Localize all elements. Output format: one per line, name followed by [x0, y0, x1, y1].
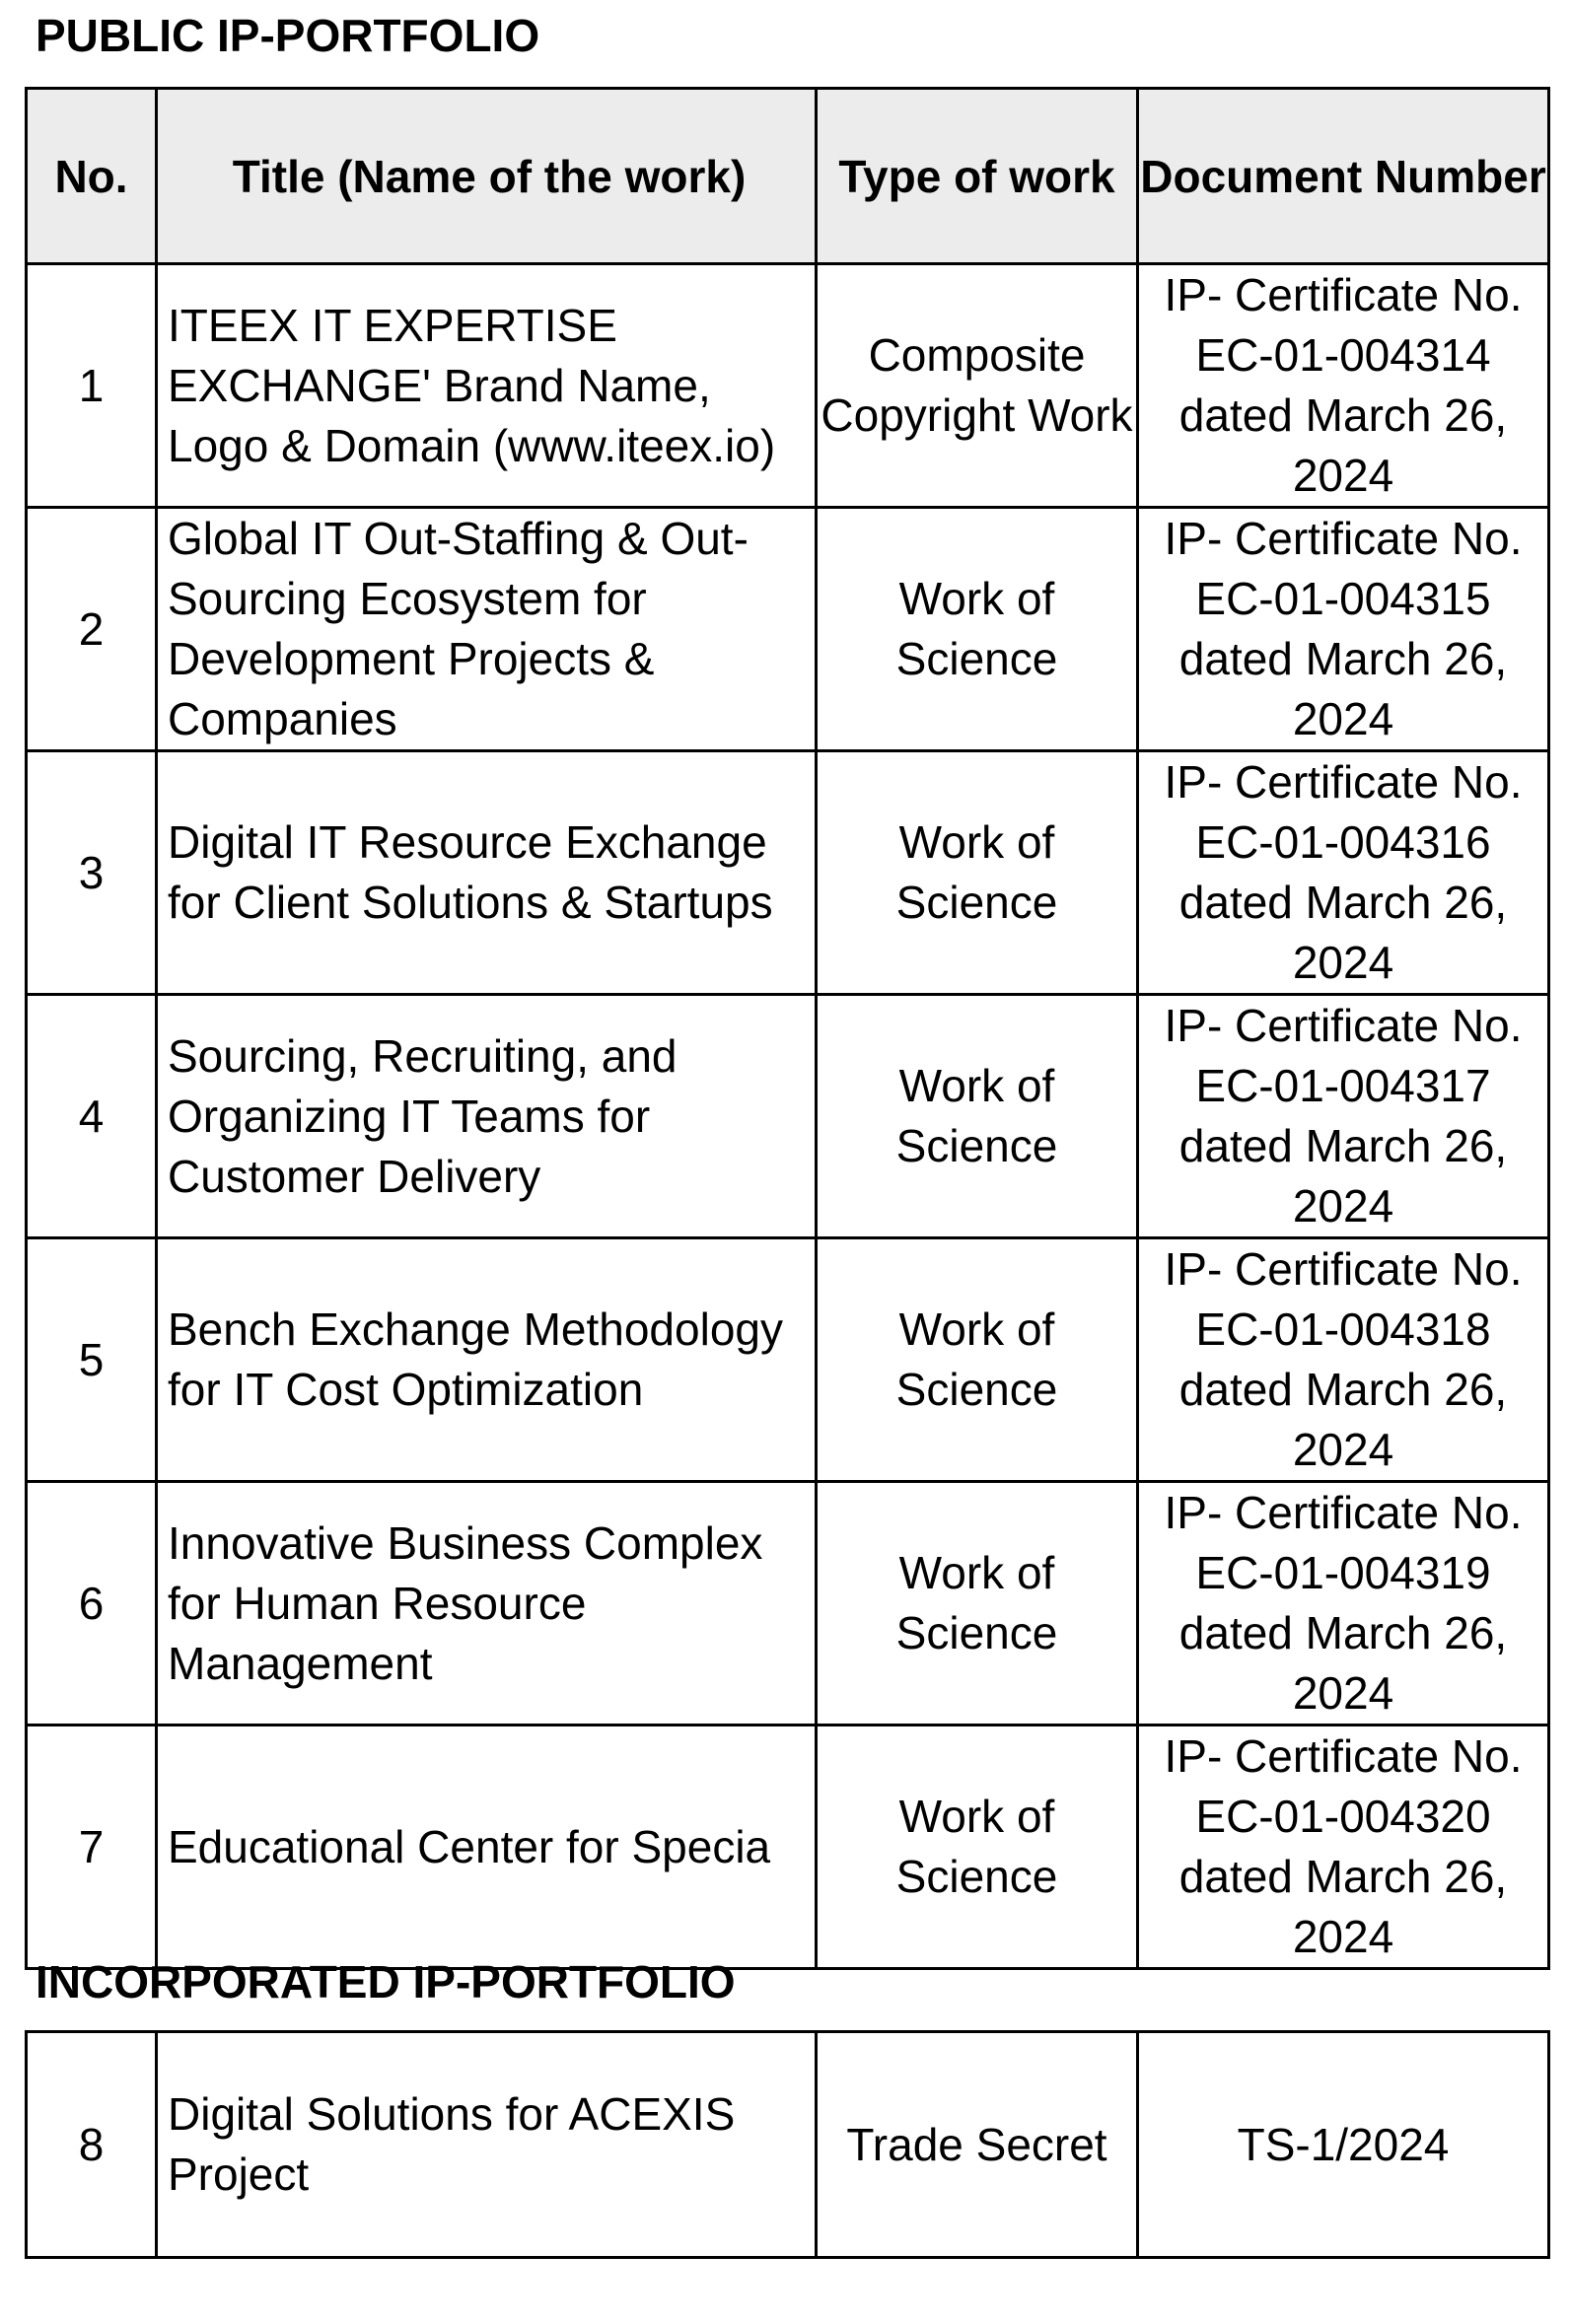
row-number: 2: [27, 508, 157, 751]
row-document-number: IP- Certificate No. EC-01-004314 dated March 26, 2024: [1138, 264, 1549, 508]
row-number: 8: [27, 2032, 157, 2258]
row-type: Work of Science: [817, 751, 1138, 995]
incorporated-portfolio-heading: INCORPORATED IP-PORTFOLIO: [36, 1956, 736, 2007]
row-number: 6: [27, 1482, 157, 1725]
table-row: [27, 995, 1549, 1238]
row-document-number: IP- Certificate No. EC-01-004316 dated March 26, 2024: [1138, 751, 1549, 995]
row-title: Innovative Business Complex for Human Resource Management: [157, 1482, 817, 1725]
public-portfolio-table: [25, 87, 1550, 1970]
row-document-number: IP- Certificate No. EC-01-004318 dated March 26, 2024: [1138, 1238, 1549, 1482]
table-row: [27, 751, 1549, 995]
row-document-number: IP- Certificate No. EC-01-004317 dated March 26, 2024: [1138, 995, 1549, 1238]
header-document-number: Document Number: [1138, 89, 1549, 264]
row-number: 4: [27, 995, 157, 1238]
table-row: [27, 264, 1549, 508]
row-type: Composite Copyright Work: [817, 264, 1138, 508]
row-title: Sourcing, Recruiting, and Organizing IT Teams for Customer Delivery: [157, 995, 817, 1238]
header-type: Type of work: [817, 89, 1138, 264]
row-number: 5: [27, 1238, 157, 1482]
row-number: 1: [27, 264, 157, 508]
incorporated-portfolio-table: [25, 2030, 1550, 2259]
row-document-number: IP- Certificate No. EC-01-004315 dated March 26, 2024: [1138, 508, 1549, 751]
row-title: ITEEX IT EXPERTISE EXCHANGE' Brand Name, Logo & Domain (www.iteex.io): [157, 264, 817, 508]
row-document-number: IP- Certificate No. EC-01-004320 dated March 26, 2024: [1138, 1725, 1549, 1969]
row-document-number: TS-1/2024: [1138, 2032, 1549, 2258]
table-header-row: [27, 89, 1549, 264]
table-row: [27, 1238, 1549, 1482]
row-title: Global IT Out-Staffing & Out-Sourcing Ecosystem for Development Projects & Companies: [157, 508, 817, 751]
header-no: No.: [27, 89, 157, 264]
table-row: [27, 508, 1549, 751]
row-number: 7: [27, 1725, 157, 1969]
row-type: Work of Science: [817, 1482, 1138, 1725]
table-row: [27, 2032, 1549, 2258]
row-type: Work of Science: [817, 995, 1138, 1238]
row-title: Digital IT Resource Exchange for Client Solutions & Startups: [157, 751, 817, 995]
row-type: Trade Secret: [817, 2032, 1138, 2258]
public-portfolio-heading: PUBLIC IP-PORTFOLIO: [36, 10, 540, 61]
table-row: [27, 1482, 1549, 1725]
row-title: Digital Solutions for ACEXIS Project: [157, 2032, 817, 2258]
header-title: Title (Name of the work): [157, 89, 817, 264]
row-title: Educational Center for Specia: [157, 1725, 817, 1969]
row-type: Work of Science: [817, 1725, 1138, 1969]
table-row: [27, 1725, 1549, 1969]
row-document-number: IP- Certificate No. EC-01-004319 dated March 26, 2024: [1138, 1482, 1549, 1725]
row-title: Bench Exchange Methodology for IT Cost Optimization: [157, 1238, 817, 1482]
row-type: Work of Science: [817, 508, 1138, 751]
row-type: Work of Science: [817, 1238, 1138, 1482]
row-number: 3: [27, 751, 157, 995]
